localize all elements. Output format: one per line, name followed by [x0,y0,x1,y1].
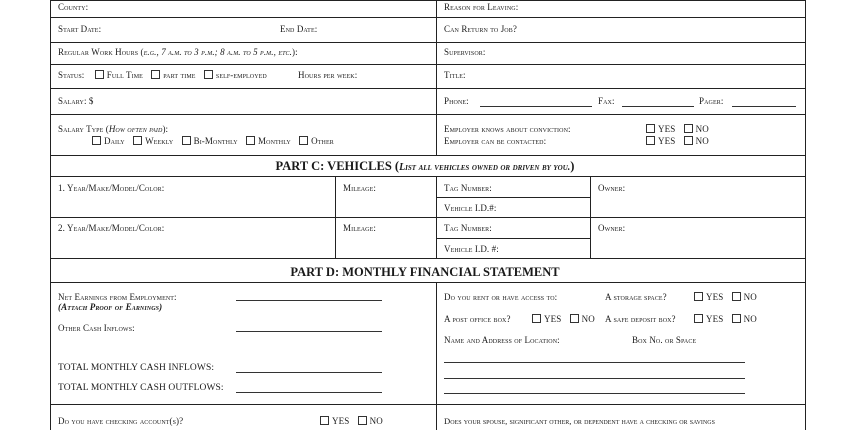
regular-hours-label: Regular Work Hours (e.g., 7 a.m. to 3 p.m.; 8 a.m. to 5 p.m., etc.): [58,47,298,57]
checkbox-icon[interactable] [320,416,329,425]
checkbox-icon[interactable] [92,136,101,145]
box-no-label: Box No. or Space [632,335,697,345]
checkbox-icon[interactable] [732,314,741,323]
row-divider [50,64,806,65]
name-address-label: Name and Address of Location: [444,335,560,345]
form-top-border [50,0,806,1]
status-part-time[interactable]: part time [151,70,195,80]
row-divider [50,282,806,283]
salary-monthly[interactable]: Monthly [246,136,291,146]
storage-yes[interactable]: YES [694,292,723,302]
county-label: County: [58,2,89,12]
total-inflows-label: TOTAL MONTHLY CASH INFLOWS: [58,363,215,373]
checkbox-icon[interactable] [684,124,693,133]
status-self-employed[interactable]: self-employed [204,70,267,80]
total-inflows-line[interactable] [236,372,382,373]
checkbox-icon[interactable] [299,136,308,145]
checkbox-icon[interactable] [646,136,655,145]
salary-type-label: Salary Type (How often paid): [58,124,169,134]
part-d-heading: PART D: MONTHLY FINANCIAL STATEMENT [290,265,560,279]
checking-no[interactable]: NO [358,416,383,426]
phone-label: Phone: [444,96,469,106]
checkbox-icon[interactable] [182,136,191,145]
vehicle-2-mileage-label: Mileage: [343,223,376,233]
employer-knows-yes[interactable]: YES [646,124,675,134]
vehicle-2-owner-label: Owner: [598,223,626,233]
po-box-options [532,314,601,325]
checkbox-icon[interactable] [204,70,213,79]
title-label: Title: [444,70,466,80]
po-box-label: A post office box? [444,314,511,324]
checkbox-icon[interactable] [694,292,703,301]
checking-label: Do you have checking account(s)? [58,416,184,426]
checkbox-icon[interactable] [133,136,142,145]
checking-yes[interactable]: YES [320,416,349,426]
location-line-2[interactable] [444,378,745,379]
employer-contacted-options [646,136,715,147]
checkbox-icon[interactable] [684,136,693,145]
checkbox-icon[interactable] [246,136,255,145]
supervisor-label: Supervisor: [444,47,486,57]
row-divider [50,88,806,89]
vehicle-1-mileage-label: Mileage: [343,183,376,193]
attach-proof-note: (Attach Proof of Earnings) [58,302,163,312]
phone-line[interactable] [480,106,592,107]
checkbox-icon[interactable] [646,124,655,133]
salary-daily[interactable]: Daily [92,136,125,146]
checking-options [320,416,389,427]
end-date-label: End Date: [280,24,318,34]
row-divider [50,17,806,18]
po-box-no[interactable]: NO [570,314,595,324]
employer-contacted-yes[interactable]: YES [646,136,675,146]
storage-space-options [694,292,763,303]
location-line-3[interactable] [444,393,745,394]
checkbox-icon[interactable] [570,314,579,323]
pager-line[interactable] [732,106,796,107]
row-divider [50,258,806,259]
reason-leaving-label: Reason for Leaving: [444,2,519,12]
vehicle-2-id-label: Vehicle I.D. #: [444,244,499,254]
vehicle-1-tag-label: Tag Number: [444,183,492,193]
part-c-heading: PART C: VEHICLES (List all vehicles owned or driven by you.) [275,159,575,173]
salary-weekly[interactable]: Weekly [133,136,173,146]
vehicle-2-label: 2. Year/Make/Model/Color: [58,223,165,233]
storage-space-label: A storage space? [605,292,667,302]
storage-no[interactable]: NO [732,292,757,302]
other-cash-line[interactable] [236,331,382,332]
employer-knows-options [646,124,715,135]
checkbox-icon[interactable] [694,314,703,323]
start-date-label: Start Date: [58,24,102,34]
total-outflows-line[interactable] [236,392,382,393]
vehicle-subrow-divider [436,197,591,198]
checkbox-icon[interactable] [532,314,541,323]
can-return-label: Can Return to Job? [444,24,517,34]
safe-deposit-no[interactable]: NO [732,314,757,324]
vehicle-subrow-divider [436,238,591,239]
vehicle-2-tag-label: Tag Number: [444,223,492,233]
row-divider [50,155,806,156]
regular-hours-example: e.g., 7 a.m. to 3 p.m.; 8 a.m. to 5 p.m., etc. [143,47,292,57]
employment-column-divider [436,0,437,155]
hours-per-week-label: Hours per week: [298,70,358,80]
vehicle-1-owner-label: Owner: [598,183,626,193]
row-divider [50,176,806,177]
employer-contacted-label: Employer can be contacted: [444,136,547,146]
other-cash-label: Other Cash Inflows: [58,323,135,333]
rent-access-label: Do you rent or have access to: [444,292,558,302]
safe-deposit-options [694,314,763,325]
salary-type-options [92,136,340,147]
status-label: Status: Full Time part time self-employed [58,70,267,80]
checkbox-icon[interactable] [151,70,160,79]
row-divider [50,217,806,218]
salary-bimonthly[interactable]: Bi-Monthly [182,136,238,146]
row-divider [50,42,806,43]
total-outflows-label: TOTAL MONTHLY CASH OUTFLOWS: [58,383,224,393]
fax-line[interactable] [622,106,694,107]
employer-knows-no[interactable]: NO [684,124,709,134]
po-box-yes[interactable]: YES [532,314,561,324]
salary-other[interactable]: Other [299,136,334,146]
fax-label: Fax: [598,96,615,106]
pager-label: Pager: [699,96,724,106]
checkbox-icon[interactable] [358,416,367,425]
net-earnings-label: Net Earnings from Employment: [58,292,177,302]
location-line-1[interactable] [444,362,745,363]
checkbox-icon[interactable] [732,292,741,301]
vehicle-1-label: 1. Year/Make/Model/Color: [58,183,165,193]
safe-deposit-yes[interactable]: YES [694,314,723,324]
row-divider [50,404,806,405]
vehicle-1-id-label: Vehicle I.D.#: [444,203,497,213]
net-earnings-line[interactable] [236,300,382,301]
salary-label: Salary: $ [58,96,94,106]
spouse-checking-label: Does your spouse, significant other, or dependent have a checking or savings [444,416,715,426]
checkbox-icon[interactable] [95,70,104,79]
status-full-time[interactable]: Full Time [95,70,143,80]
employer-contacted-no[interactable]: NO [684,136,709,146]
employer-knows-label: Employer knows about conviction: [444,124,571,134]
financial-column-divider [436,282,437,430]
safe-deposit-label: A safe deposit box? [605,314,676,324]
row-divider [50,114,806,115]
